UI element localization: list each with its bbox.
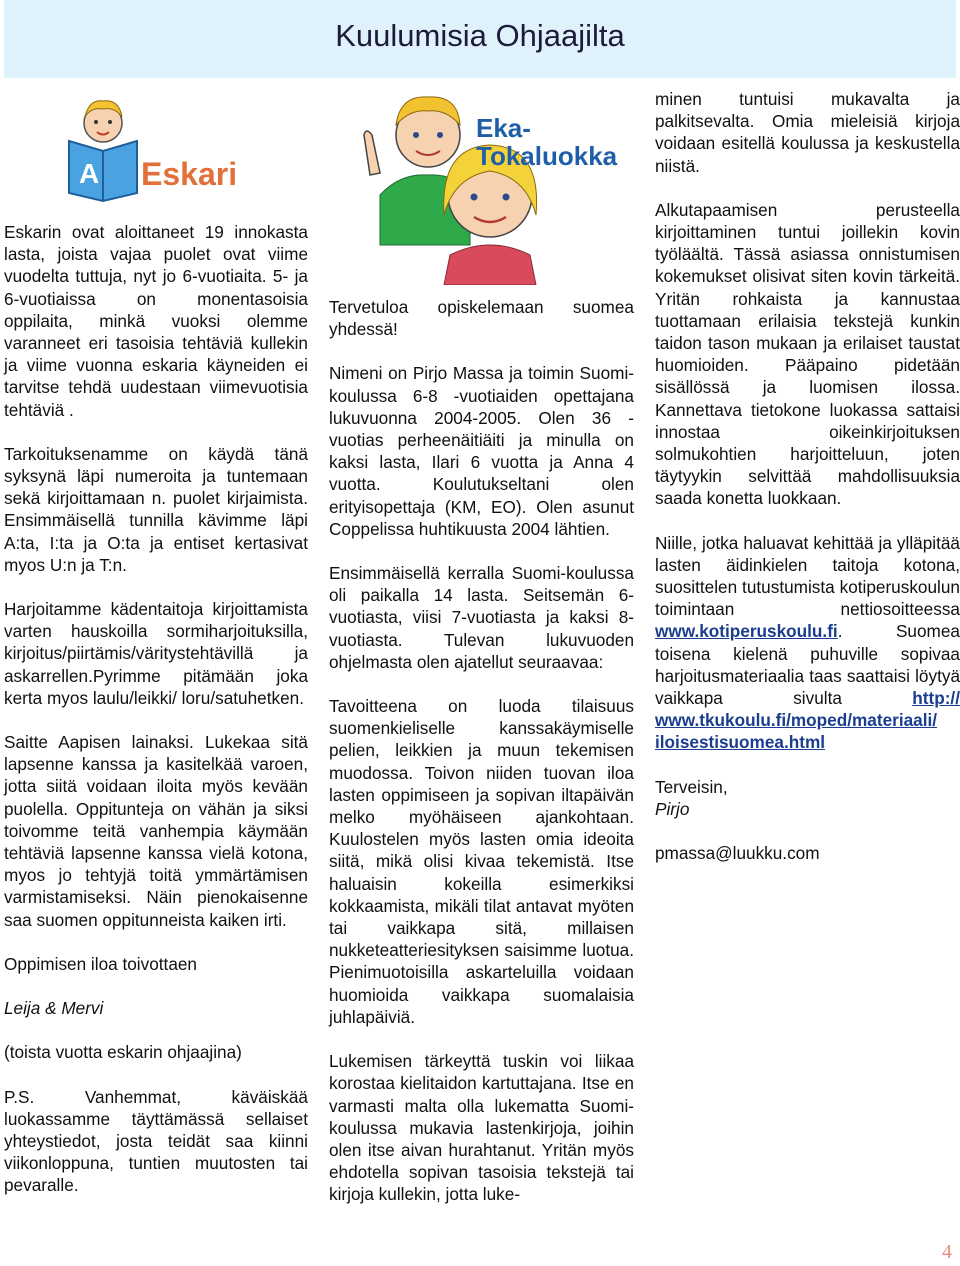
email: pmassa@luukku.com xyxy=(655,843,820,864)
paragraph: P.S. Vanhemmat, käväiskää luokassamme täyttämässä sellaiset yhteystiedot, josta teidät saa kiinni viikonloppuna, tuntien muutosten tai pevaralle. xyxy=(4,1086,308,1196)
greeting-text: Terveisin, xyxy=(655,776,728,797)
signature: Pirjo xyxy=(655,798,690,819)
paragraph: Tavoitteena on luoda tilaisuus suomenkieliselle kanssakäymiselle pelien, leikkien ja muun tekemisen muodossa. Toivon niiden tuovan iloa lasten oppimiseen ja sopivan iltapäivän melko myöhäiseen ajankohtaan. Kuulostelen myös lasten omia ideoita siitä, mikä olisi kivaa tekemistä. Itse haluaisin kokeilla esimerkiksi kokkaamista, mikäli tilat antavat myöten tai vaikkapa sitä, millaisen nukketeatteriesityksen saisimme luotua. Pienimuotoisilla askarteluilla voidaan huomioida vaikkapa suomalaisia juhlapäiviä. xyxy=(329,696,634,1027)
book-letter: A xyxy=(79,158,100,189)
raised-hand xyxy=(364,131,380,175)
page-number: 4 xyxy=(942,1241,952,1263)
column-eskari xyxy=(4,221,308,1219)
text: . Suomea toisena kielenä puhuville sopivaa harjoitusmateriaalia taas saattaisi löytyä vaikkapa sivulta xyxy=(655,621,960,709)
eka-line2: Tokaluokka xyxy=(476,141,618,171)
eka-tokaluokka-logo xyxy=(350,85,640,285)
signature: Leija & Mervi xyxy=(4,998,104,1019)
tkukoulu-link[interactable]: http:// www.tkukoulu.fi/moped/materiaali/ iloisestisuomea.html xyxy=(655,688,960,753)
paragraph: Harjoitamme kädentaitoja kirjoittamista varten hauskoilla sormiharjoituksilla, kirjoitus/piirtämis/väritystehtävillä ja askarrellen.Pyrimme pitämään joka kerta myos laulu/leikki/ loru/satuhetken. xyxy=(4,599,308,708)
paragraph: Saitte Aapisen lainaksi. Lukekaa sitä lapsenne kanssa ja kasitelkää varoen, jotta siitä voidaan iloita myös kevään puolella. Oppitunteja on vähän ja siksi toivomme teitä vanhempia käymään tehtäviä lapsenne kanssa vielä kotona, myos jo tehtyjä toitä ymmärtämisen varmistamiseksi. Näin pienokaisenne saa suomen oppitunneista kaiken irti. xyxy=(4,732,308,930)
paragraph: Tarkoituksenamme on käydä tänä syksynä läpi numeroita ja tuntemaan sekä kirjoittamaan n. puolet kirjaimista. Ensimmäisellä tunnilla kävimme läpi A:ta, I:ta ja O:ta ja entiset kertasivat myos U:n ja T:n. xyxy=(4,443,308,575)
column-continued xyxy=(655,88,960,886)
eskari-title: Eskari xyxy=(141,156,238,192)
eskari-logo xyxy=(55,95,245,205)
paragraph: Lukemisen tärkeyttä tuskin voi liikaa korostaa kielitaidon kartuttajana. Itse en varmasti malta olla lukematta Suomi-koulussa mukavia lastenkirjoja, joihin olen itse aivan hurahtanut. Yritän myös ehdotella sopivan tasoisia tekstejä tai kirjoja kullekin, jotta luke- xyxy=(329,1051,634,1205)
paragraph: minen tuntuisi mukavalta ja palkitsevalta. Omia mieleisiä kirjoja voidaan esitellä koulussa ja keskustella niistä. xyxy=(655,89,960,176)
page-title: Kuulumisia Ohjaajilta xyxy=(335,18,625,53)
paragraph: (toista vuotta eskarin ohjaajina) xyxy=(4,1042,242,1063)
paragraph: Nimeni on Pirjo Massa ja toimin Suomi-koulussa 6-8 -vuotiaiden opettajana lukuvuonna 2004-2005. Olen 36 -vuotias perheenäitiäiti ja minulla on kaksi lasta, Ilari 6 vuotta ja Anna 4 vuotta. Koulutukseltani olen erityisopettaja (KM, EO). Olen asunut Coppelissa huhtikuusta 2004 lähtien. xyxy=(329,363,634,539)
girl-dress xyxy=(444,245,536,285)
text: Niille, jotka haluavat kehittää ja ylläpitää lasten äidinkielen taitoja kotona, suosittelen tutustumista kotiperuskoulun toimintaan nettiosoitteessa xyxy=(655,532,960,620)
column-eka-tokaluokka xyxy=(329,296,634,1228)
page-header xyxy=(4,0,956,78)
greeting xyxy=(655,776,960,820)
paragraph: Oppimisen iloa toivottaen xyxy=(4,953,197,974)
paragraph: Ensimmäisellä kerralla Suomi-koulussa oli paikalla 14 lasta. Seitsemän 6-vuotiasta, viisi 7-vuotiasta ja kaksi 8-vuotiasta. Tulevan lukuvuoden ohjelmasta olen ajatellut seuraavaa: xyxy=(329,563,634,672)
paragraph: Eskarin ovat aloittaneet 19 innokasta lasta, joista vajaa puolet ovat viime vuodelta tuttuja, nyt jo 6-vuotiaita. 5- ja 6-vuotiaissa on monentasoisia oppilaita, minkä vuoksi olemme varanneet eri tasoisia tehtäviä kullekin ja viime vuonna eskaria käyneiden ei tarvitse tehdä uudestaan viimevuotisia tehtäviä . xyxy=(4,222,308,420)
paragraph-links xyxy=(655,532,960,754)
eka-line1: Eka- xyxy=(476,113,531,143)
paragraph: Alkutapaamisen perusteella kirjoittaminen tuntui joillekin kovin työläältä. Tässä asiassa onnistumisen kokemukset olisivat siten kovin tärkeitä. Yritän rohkaista ja kannustaa tuottamaan erilaisia tekstejä kunkin taidon tason mukaan ja erilaiset taustat huomioiden. Pääpaino pidetään sisällössä ja luomisen ilossa. Kannettava tietokone luokassa sattaisi innostaa oikeinkirjoituksen solmukohtien harjoitteluun, joten täytyykin selvittää mahdollisuuksia saada konetta luokkaan. xyxy=(655,199,960,509)
paragraph: Tervetuloa opiskelemaan suomea yhdessä! xyxy=(329,297,634,340)
kotiperuskoulu-link[interactable]: www.kotiperuskoulu.fi xyxy=(655,621,838,642)
